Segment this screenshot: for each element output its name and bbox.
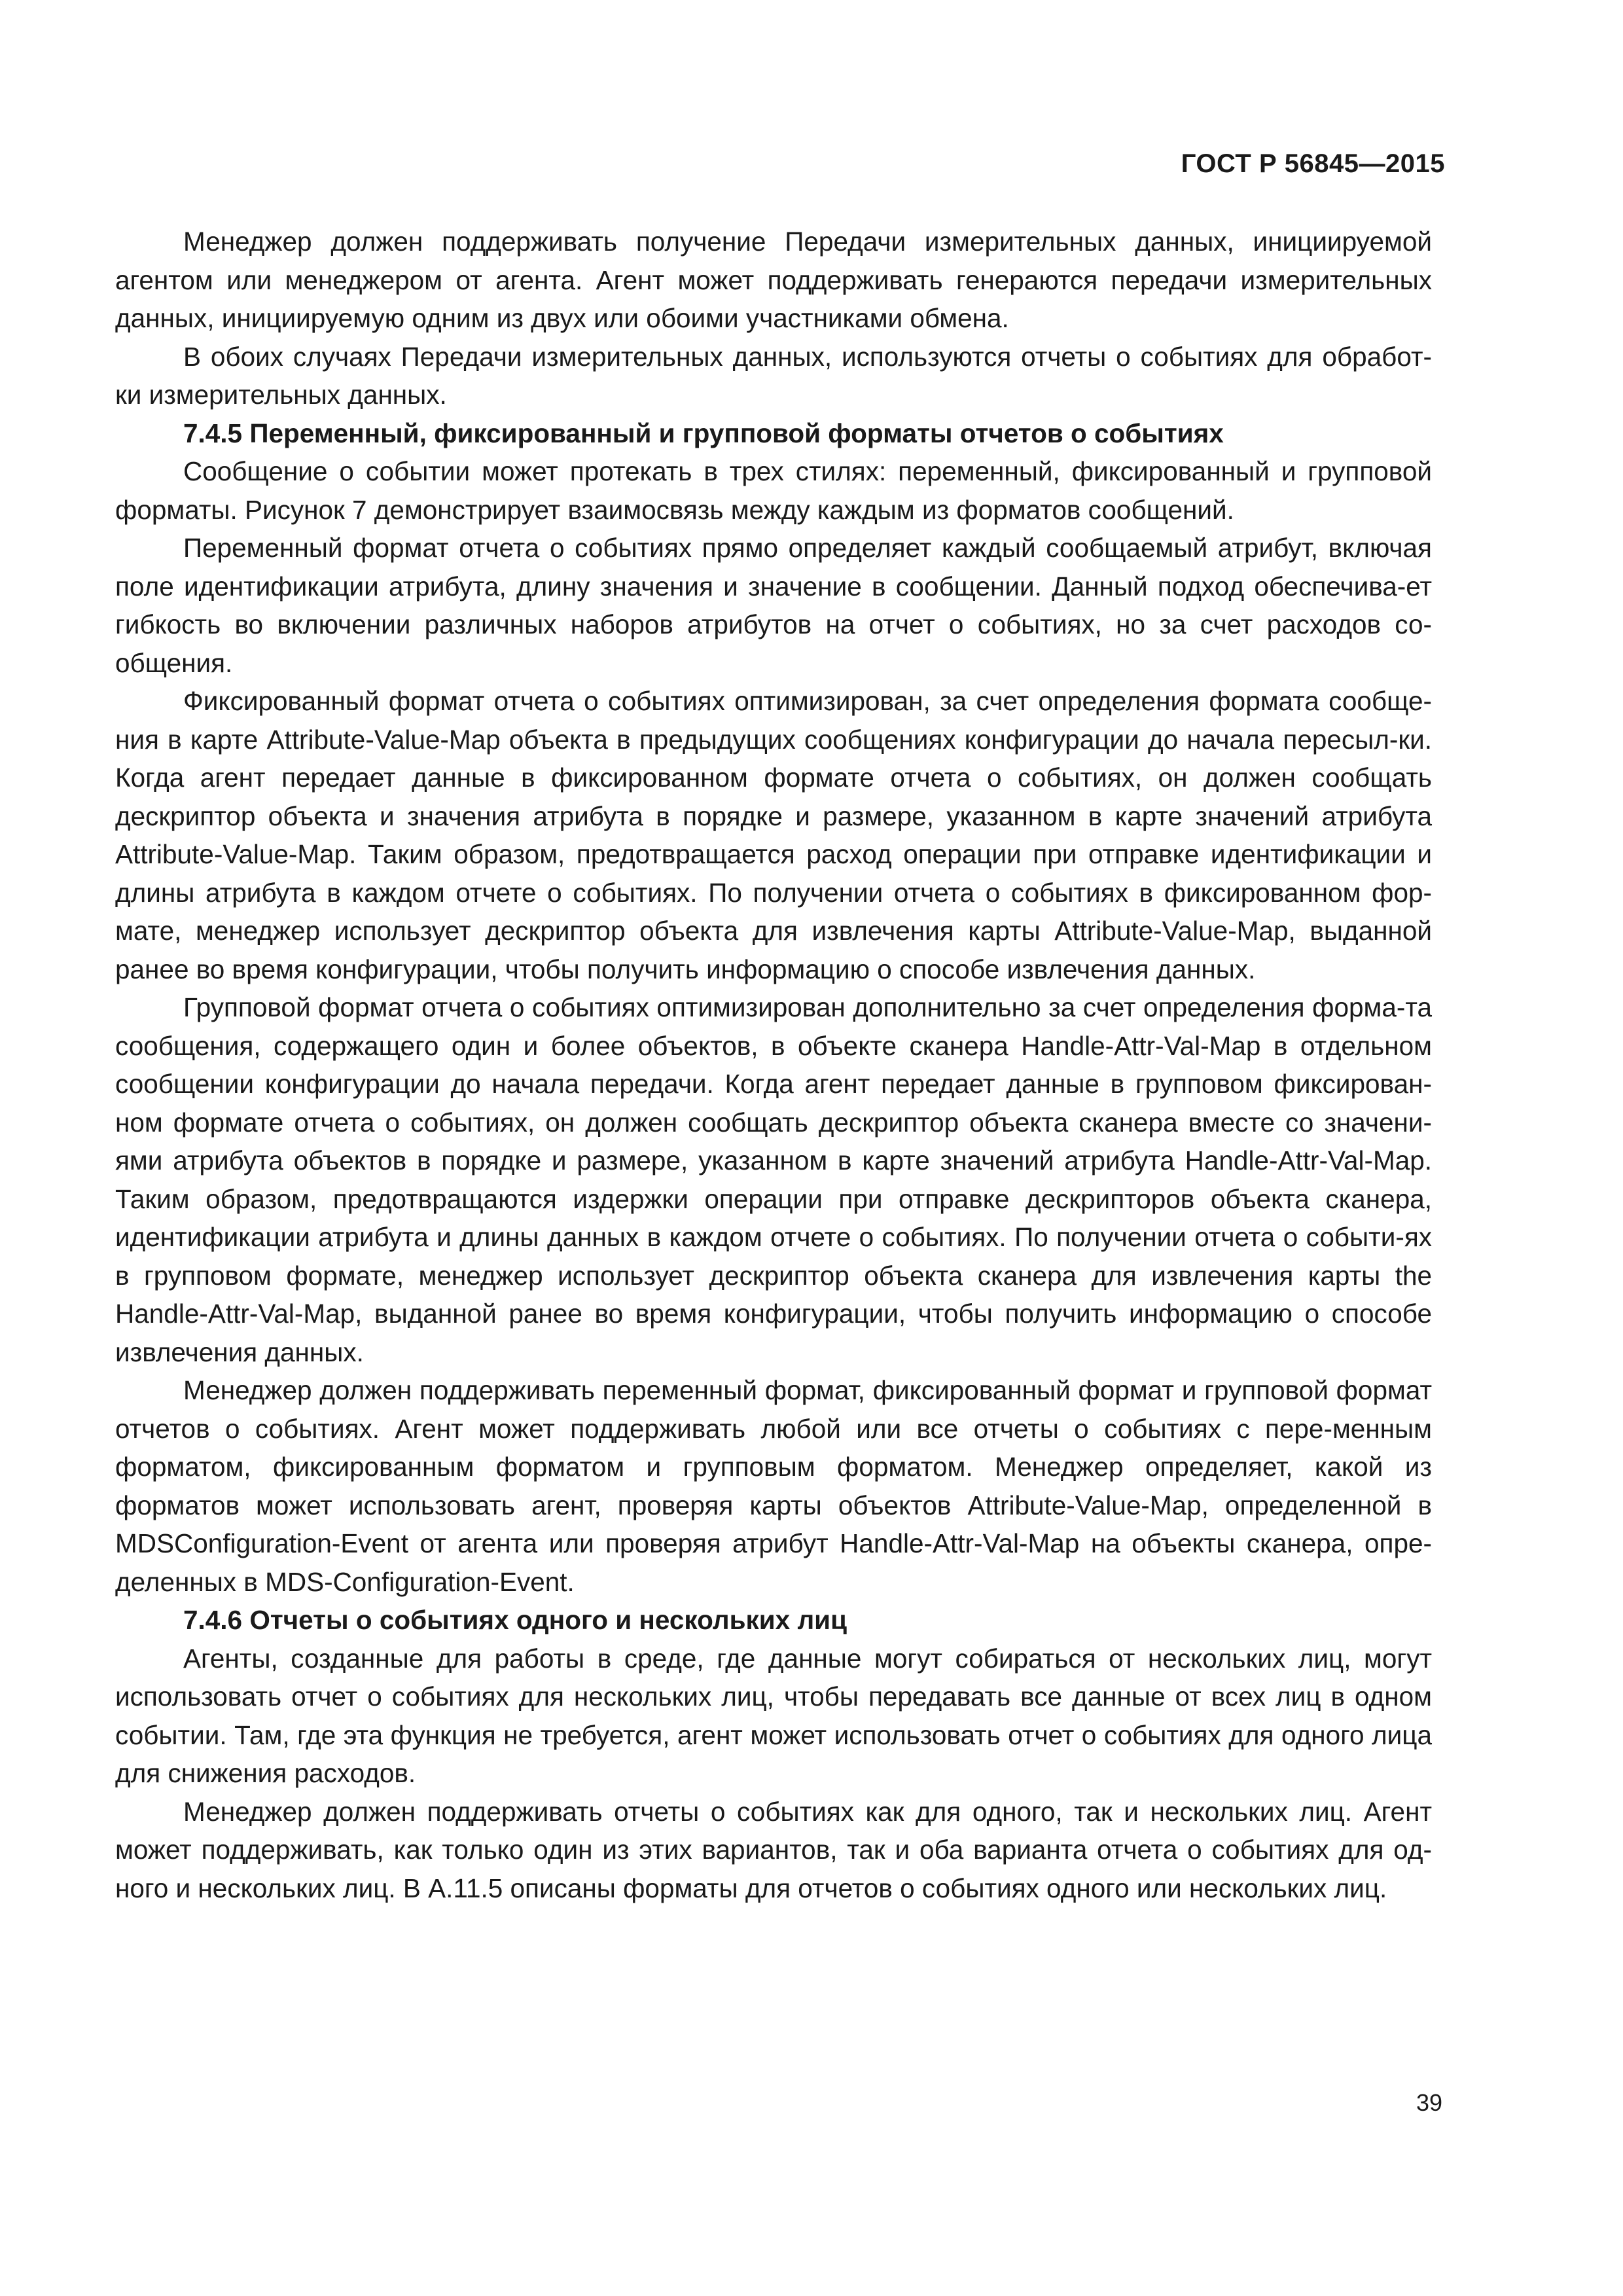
section-heading-7-4-5: 7.4.5 Переменный, фиксированный и групповой форматы отчетов о событиях: [183, 418, 1224, 448]
document-body: [115, 223, 1432, 1907]
paragraph: Менеджер должен поддерживать переменный формат, фиксированный формат и групповой формат отчетов о событиях. Агент может поддерживать любой или все отчеты о событиях с пере-менным форматом, фиксированным форматом и групповым форматом. Менеджер определяет, какой из форматов может использовать агент, проверяя карты объектов Attribute-Value-Map, определенной в MDSConfiguration-Event от агента или проверяя атрибут Handle-Attr-Val-Map на объекты сканера, опре-деленных в MDS-Configuration-Event.: [115, 1375, 1432, 1597]
paragraph: Групповой формат отчета о событиях оптимизирован дополнительно за счет определения форма-та сообщения, содержащего один и более объектов, в объекте сканера Handle-Attr-Val-Map в отдельном сообщении конфигурации до начала передачи. Когда агент передает данные в групповом фиксирован-ном формате отчета о событиях, он должен сообщать дескриптор объекта сканера вместе со значени-ями атрибута объектов в порядке и размере, указанном в карте значений атрибута Handle-Attr-Val-Map. Таким образом, предотвращаются издержки операции при отправке дескрипторов объекта сканера, идентификации атрибута и длины данных в каждом отчете о событиях. По получении отчета о событи-ях в групповом формате, менеджер использует дескриптор объекта сканера для извлечения карты the Handle-Attr-Val-Map, выданной ранее во время конфигурации, чтобы получить информацию о способе извлечения данных.: [115, 992, 1432, 1367]
paragraph: В обоих случаях Передачи измерительных данных, используются отчеты о событиях для обработ-ки измерительных данных.: [115, 341, 1432, 410]
paragraph: Переменный формат отчета о событиях прямо определяет каждый сообщаемый атрибут, включая поле идентификации атрибута, длину значения и значение в сообщении. Данный подход обеспечива-ет гибкость во включении различных наборов атрибутов на отчет о событиях, но за счет расходов со-общения.: [115, 533, 1432, 678]
paragraph: Фиксированный формат отчета о событиях оптимизирован, за счет определения формата сообще-ния в карте Attribute-Value-Map объекта в предыдущих сообщениях конфигурации до начала пересыл-ки. Когда агент передает данные в фиксированном формате отчета о событиях, он должен сообщать дескриптор объекта и значения атрибута в порядке и размере, указанном в карте значений атрибута Attribute-Value-Map. Таким образом, предотвращается расход операции при отправке идентификации и длины атрибута в каждом отчете о событиях. По получении отчета о событиях в фиксированном фор-мате, менеджер использует дескриптор объекта для извлечения карты Attribute-Value-Map, выданной ранее во время конфигурации, чтобы получить информацию о способе извлечения данных.: [115, 686, 1432, 984]
paragraph: Менеджер должен поддерживать получение Передачи измерительных данных, инициируемой агентом или менеджером от агента. Агент может поддерживать генераются передачи измерительных данных, инициируемую одним из двух или обоими участниками обмена.: [115, 226, 1432, 333]
paragraph: Агенты, созданные для работы в среде, где данные могут собираться от нескольких лиц, могут использовать отчет о событиях для нескольких лиц, чтобы передавать все данные от всех лиц в одном событии. Там, где эта функция не требуется, агент может использовать отчет о событиях для одного лица для снижения расходов.: [115, 1643, 1432, 1788]
document-code: ГОСТ Р 56845—2015: [1181, 149, 1445, 178]
paragraph: Сообщение о событии может протекать в трех стилях: переменный, фиксированный и групповой форматы. Рисунок 7 демонстрирует взаимосвязь между каждым из форматов сообщений.: [115, 456, 1432, 525]
page-number: 39: [1416, 2089, 1442, 2116]
section-heading-7-4-6: 7.4.6 Отчеты о событиях одного и нескольких лиц: [183, 1605, 847, 1635]
paragraph: Менеджер должен поддерживать отчеты о событиях как для одного, так и нескольких лиц. Агент может поддерживать, как только один из этих вариантов, так и оба варианта отчета о событиях для од-ного и нескольких лиц. В А.11.5 описаны форматы для отчетов о событиях одного или нескольких лиц.: [115, 1796, 1432, 1903]
